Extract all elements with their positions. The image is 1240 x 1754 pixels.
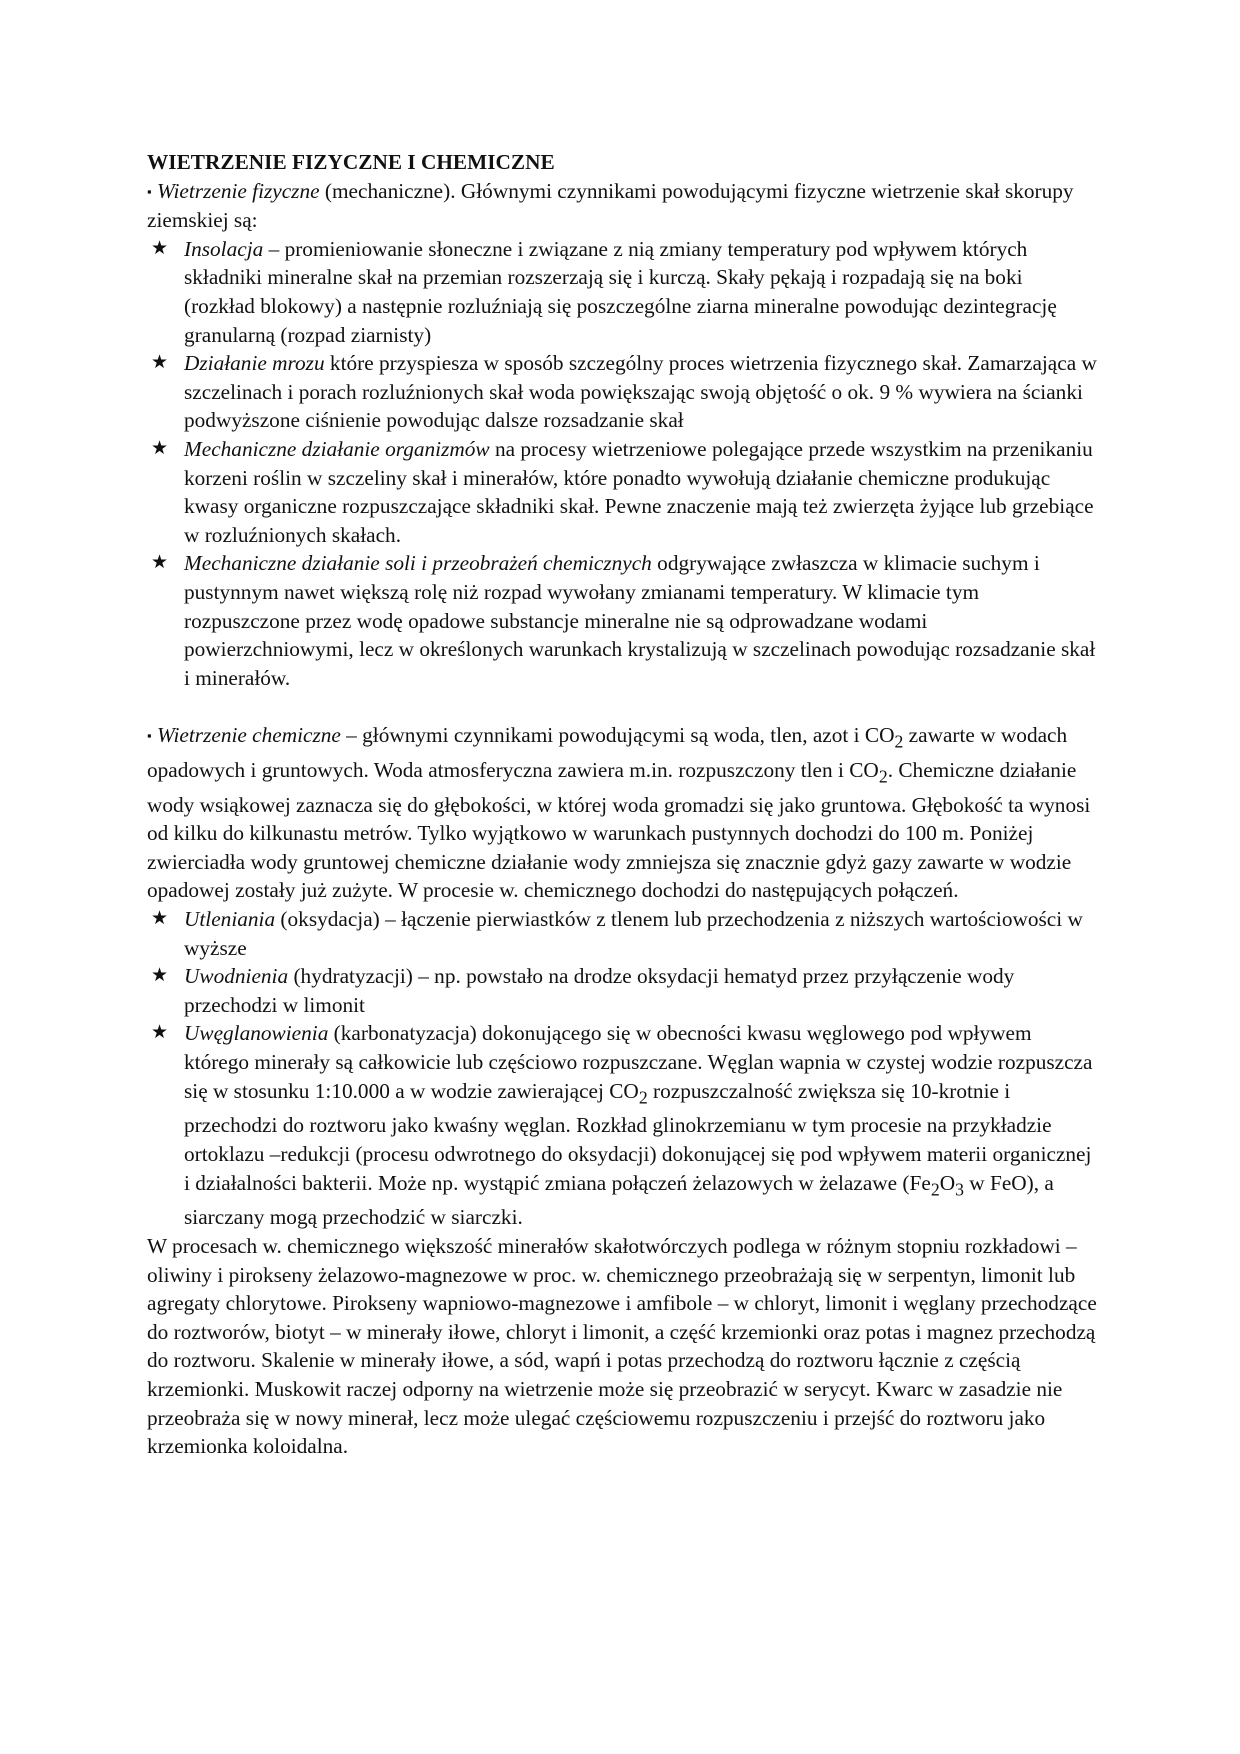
item-term: Uwodnienia (184, 964, 289, 989)
star-bullet-icon: ★ (151, 907, 169, 929)
item-text: (karbonatyzacja) dokonującego się w obecności kwasu węglowego pod wpływem którego minerały są całkowicie lub częściowo rozpuszczane. Węglan wapnia w czystej wodzie rozpuszcza się w stosunku 1:10.000 a w wodzie zawierającej CO (184, 1021, 1093, 1103)
item-text: które przyspiesza w sposób szczególny proces wietrzenia fizycznego skał. Zamarzająca w szczelinach i porach rozluźnionych skał woda powiększając swoją objętość o ok. 9 % wywiera na ścianki podwyższone ciśnienie powodując dalsze rozsadzanie skał (184, 351, 1097, 433)
page-title: WIETRZENIE FIZYCZNE I CHEMICZNE (147, 150, 555, 174)
list-item (147, 962, 1097, 1019)
item-term: Insolacja (184, 236, 264, 261)
star-bullet-icon: ★ (151, 437, 169, 459)
chemical-processes-list (147, 905, 1097, 1232)
star-bullet-icon: ★ (151, 352, 169, 374)
subscript: 2 (878, 765, 888, 786)
chemical-intro-text: . Chemiczne działanie wody wsiąkowej zaznacza się do głębokości, w której woda gromadzi się jako gruntowa. Głębokość ta wynosi od kilku do kilkunastu metrów. Tylko wyjątkowo w warunkach pustynnych dochodzi do 100 m. Poniżej zwierciadła wody gruntowej chemiczne działanie wody zmniejsza się znacznie gdyż gazy zawarte w wodzie opadowej zostały już zużyte. W procesie w. chemicznego dochodzi do następujących połączeń. (147, 757, 1091, 903)
subscript: 2 (638, 1086, 648, 1107)
physical-intro-text: (mechaniczne). Głównymi czynnikami powodującymi fizyczne wietrzenie skał skorupy ziemskiej są: (147, 178, 1074, 233)
physical-intro (147, 177, 1097, 235)
list-item (147, 549, 1097, 692)
item-term: Uwęglanowienia (184, 1021, 329, 1046)
closing-paragraph: W procesach w. chemicznego większość minerałów skałotwórczych podlega w różnym stopniu rozkładowi – oliwiny i pirokseny żelazowo-magnezowe w proc. w. chemicznego przeobrażają się w serpentyn, limonit lub agregaty chlorytowe. Pirokseny wapniowo-magnezowe i amfibole – w chloryt, limonit i węglany przechodzące do roztworów, biotyt – w minerały iłowe, chloryt i limonit, a część krzemionki oraz potas i magnez przechodzą do roztworu. Skalenie w minerały iłowe, a sód, wapń i potas przechodzą do roztworu łącznie z częścią krzemionki. Muskowit raczej odporny na wietrzenie może się przeobrazić w serycyt. Kwarc w zasadzie nie przeobraża się w nowy minerał, lecz może ulegać częściowemu rozpuszczeniu i przejść do roztworu jako krzemionka koloidalna. (147, 1233, 1097, 1459)
list-item (147, 1019, 1097, 1232)
item-text: O (939, 1170, 956, 1195)
subscript: 3 (955, 1178, 964, 1199)
chemical-intro-text: zawarte w wodach opadowych i gruntowych. Woda atmosferyczna zawiera m.in. rozpuszczony tlen i CO (147, 722, 1068, 782)
star-bullet-icon: ★ (151, 965, 169, 987)
star-bullet-icon: ★ (151, 237, 169, 259)
item-term: Działanie mrozu (184, 351, 325, 376)
chemical-term: Wietrzenie chemiczne (156, 722, 341, 747)
item-text: na procesy wietrzeniowe polegające przede wszystkim na przenikaniu korzeni roślin w szczeliny skał i minerałów, które ponadto wywołują działanie chemiczne produkując kwasy organiczne rozpuszczające składniki skał. Pewne znaczenie mają też zwierzęta żyjące lub grzebiące w rozluźnionych skałach. (184, 436, 1094, 547)
list-item (147, 235, 1097, 349)
item-text: – promieniowanie słoneczne i związane z nią zmiany temperatury pod wpływem których składniki mineralne skał na przemian rozszerzają się i kurczą. Skały pękają i rozpadają się na boki (rozkład blokowy) a następnie rozluźniają się poszczególne ziarna mineralne powodując dezintegrację granularną (rozpad ziarnisty) (184, 236, 1057, 347)
list-item (147, 435, 1097, 549)
subscript: 2 (894, 731, 904, 752)
star-bullet-icon: ★ (151, 1022, 169, 1044)
document-page (147, 148, 1097, 1461)
square-bullet-icon: ▪ (147, 727, 152, 743)
physical-term: Wietrzenie fizyczne (156, 178, 320, 203)
square-bullet-icon: ▪ (147, 183, 152, 199)
item-term: Utleniania (184, 906, 276, 931)
item-text: w FeO), a siarczany mogą przechodzić w siarczki. (184, 1170, 1054, 1230)
item-text: (hydratyzacji) – np. powstało na drodze oksydacji hematyd przez przyłączenie wody przechodzi w limonit (184, 964, 1015, 1017)
item-term: Mechaniczne działanie organizmów (184, 436, 490, 461)
paragraph-gap (147, 692, 1097, 721)
item-text: odgrywające zwłaszcza w klimacie suchym i pustynnym nawet większą rolę niż rozpad wywołany zmianami temperatury. W klimacie tym rozpuszczone przez wodę opadowe substancje mineralne nie są odprowadzane wodami powierzchniowymi, lecz w określonych warunkach krystalizują w szczelinach powodując rozsadzanie skał i minerałów. (184, 551, 1096, 690)
item-term: Mechaniczne działanie soli i przeobrażeń chemicznych (184, 551, 652, 576)
subscript: 2 (930, 1178, 940, 1199)
item-text: (oksydacja) – łączenie pierwiastków z tlenem lub przechodzenia z niższych wartościowości w wyższe (184, 906, 1083, 960)
list-item (147, 349, 1097, 435)
chemical-intro (147, 721, 1097, 905)
item-text: rozpuszczalność zwiększa się 10-krotnie i przechodzi do roztworu jako kwaśny węglan. Rozkład glinokrzemianu w tym procesie na przykładzie ortoklazu –redukcji (procesu odwrotnego do oksydacji) dokonującej się pod wpływem materii organicznej i działalności bakterii. Może np. wystąpić zmiana połączeń żelazowych w żelazawe (Fe (184, 1078, 1092, 1195)
list-item (147, 905, 1097, 962)
physical-factors-list (147, 235, 1097, 693)
star-bullet-icon: ★ (151, 552, 169, 574)
chemical-intro-text: – głównymi czynnikami powodującymi są woda, tlen, azot i CO (340, 722, 895, 747)
